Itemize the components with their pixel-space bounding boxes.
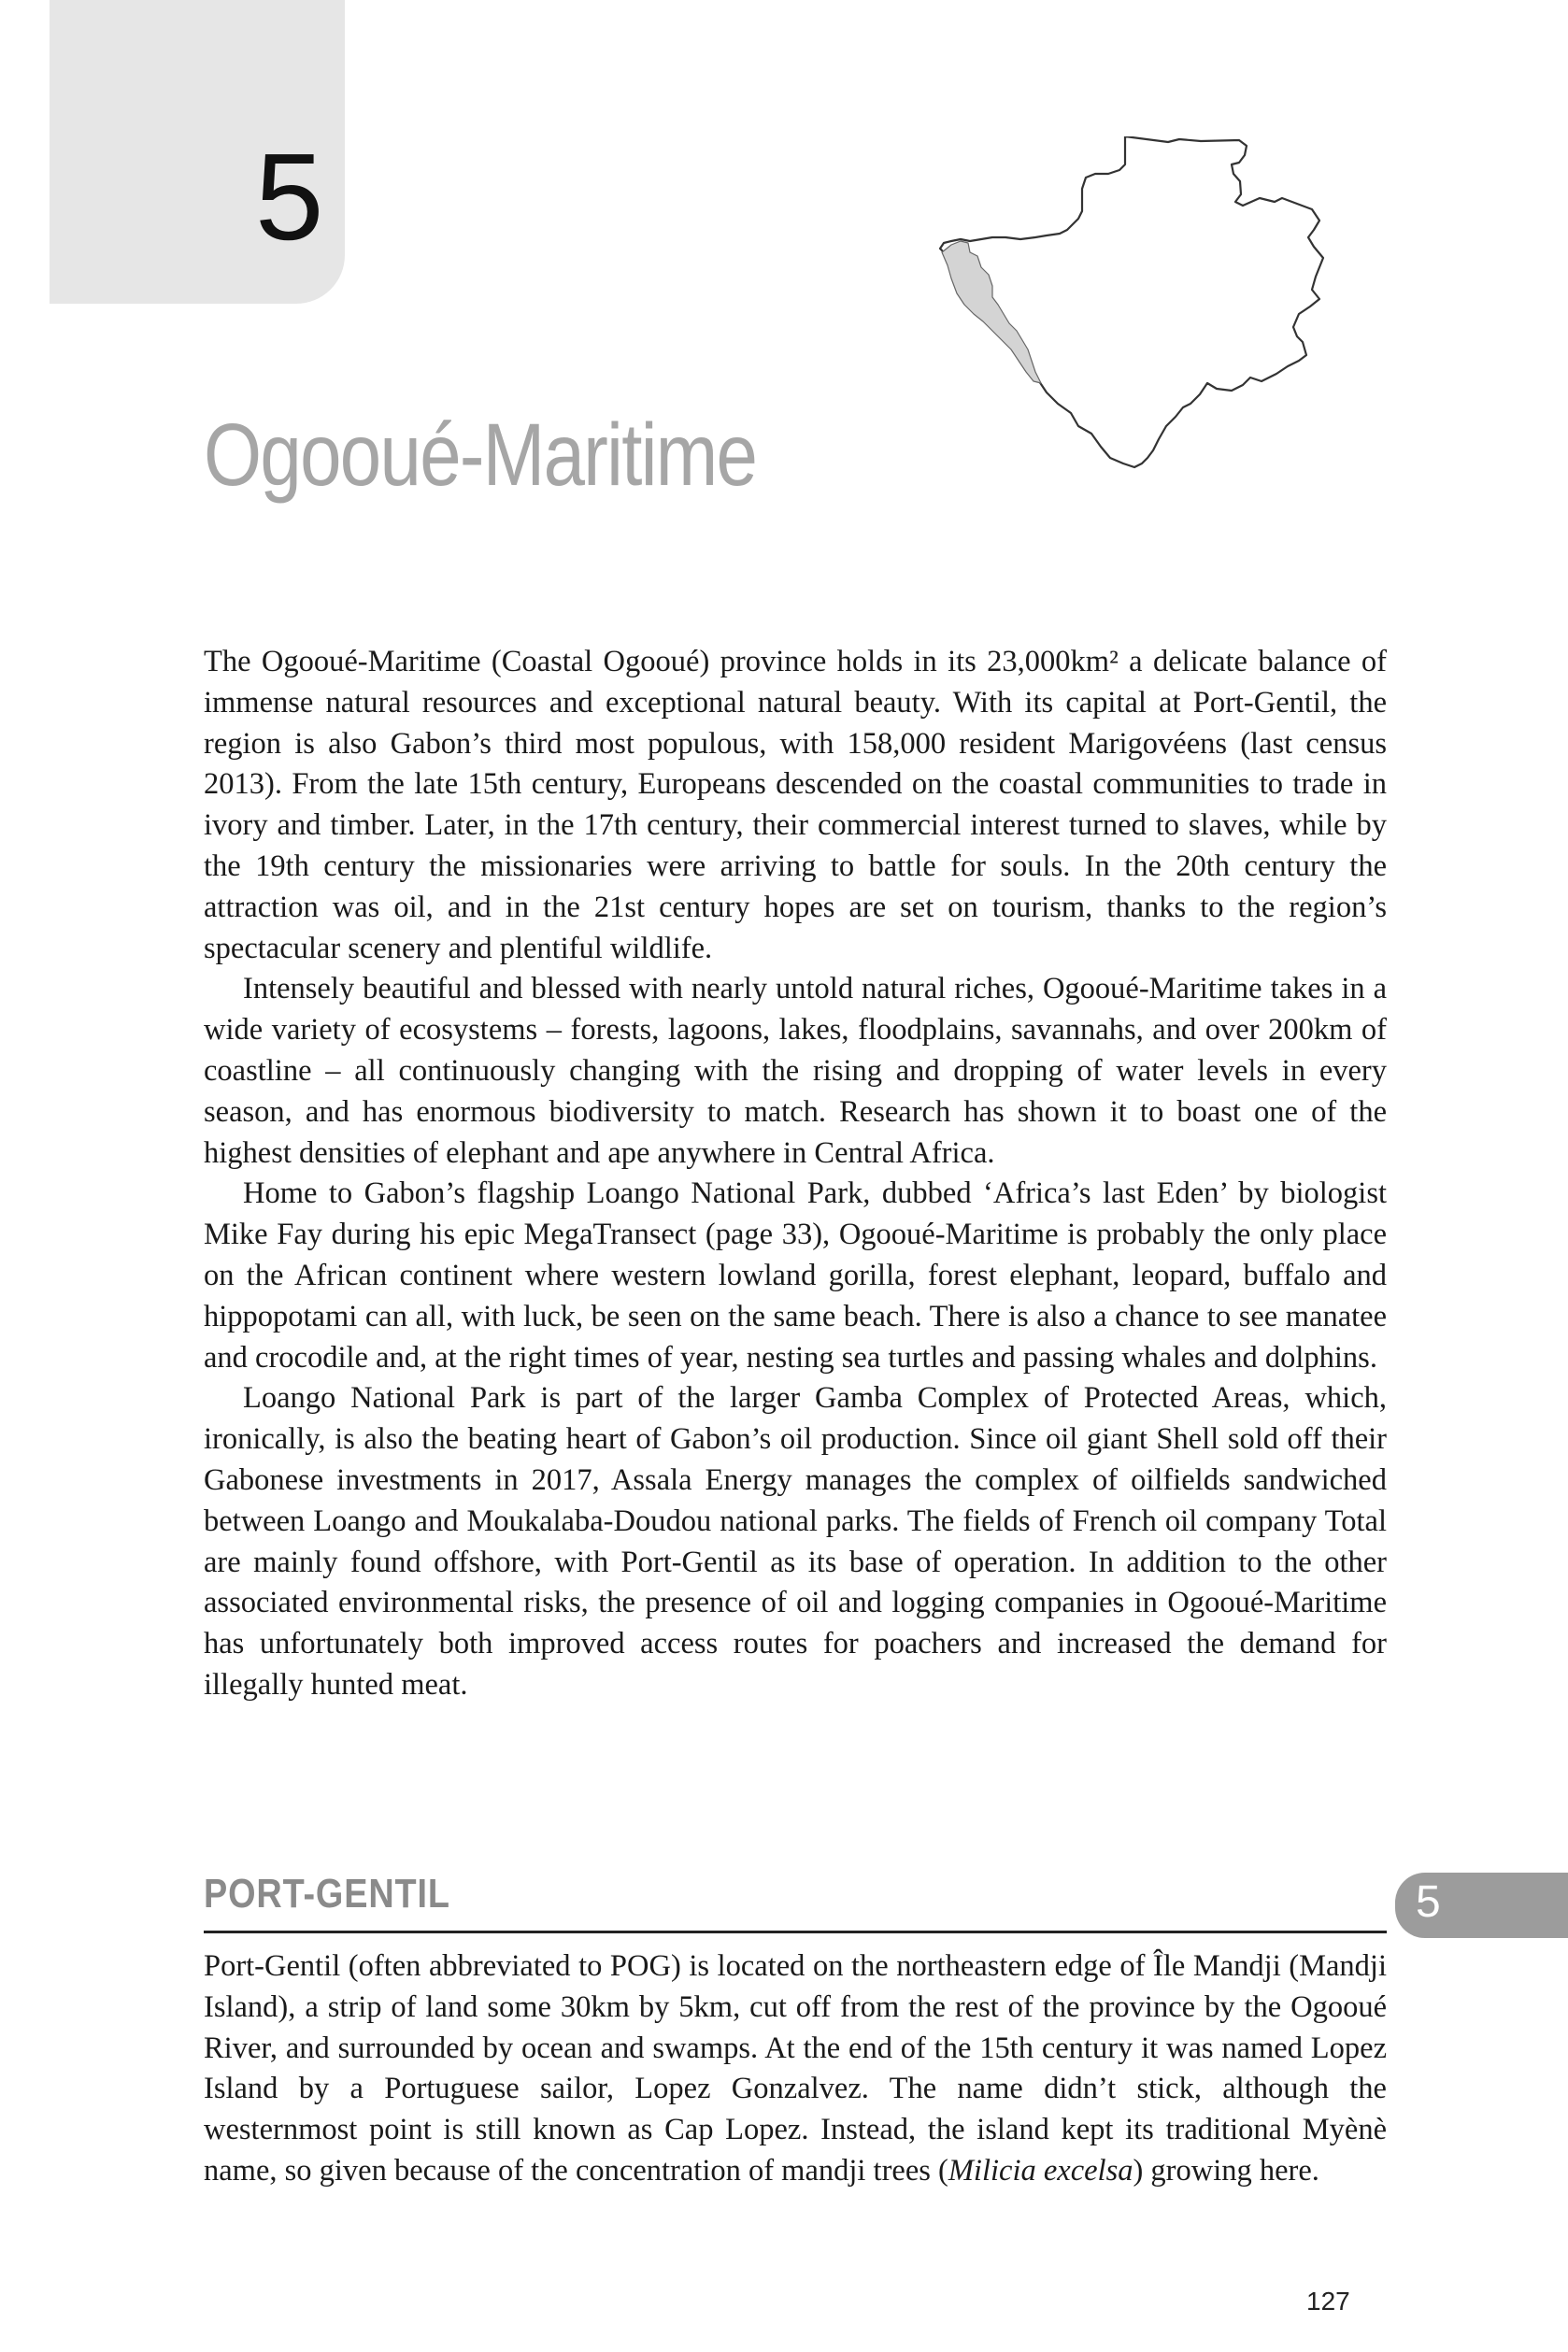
chapter-tab [50,0,345,304]
gabon-outline [940,136,1323,467]
intro-paragraph: Home to Gabon’s flagship Loango National Park, dubbed ‘Africa’s last Eden’ by biologist Mike Fay during his epic MegaTransect (page 33), Ogooué-Maritime is probably the only place on the African continent where western lowland gorilla, forest elephant, leopard, buffalo and hippopotami can all, with luck, be seen on the same beach. There is also a chance to see manatee and crocodile and, at the right times of year, nesting sea turtles and passing whales and dolphins. [204,1176,1387,1375]
thumb-tab-number: 5 [1416,1877,1441,1927]
intro-body [204,642,1387,1706]
ogooue-maritime-region [942,241,1041,383]
page-number: 127 [1306,2287,1350,2316]
gabon-province-map-icon [936,136,1371,591]
section-text-part: ) growing here. [1133,2153,1319,2188]
chapter-thumb-tab [1395,1873,1568,1938]
chapter-title: Ogooué-Maritime [204,406,757,505]
intro-paragraph: Intensely beautiful and blessed with nearly untold natural riches, Ogooué-Maritime takes in a wide variety of ecosystems – forests, lagoons, lakes, floodplains, savannahs, and over 200km of coastline – all continuously changing with the rising and dropping of water levels in every season, and has enormous biodiversity to match. Research has shown it to boast one of the highest densities of elephant and ape anywhere in Central Africa. [204,972,1387,1170]
section-heading: PORT-GENTIL [204,1871,450,1917]
chapter-number: 5 [255,128,324,265]
intro-paragraph: Loango National Park is part of the larger Gamba Complex of Protected Areas, which, ironically, is also the beating heart of Gabon’s oil production. Since oil giant Shell sold off their Gabonese investments in 2017, Assala Energy manages the complex of oilfields sandwiched between Loango and Moukalaba-Doudou national parks. The fields of French oil company Total are mainly found offshore, with Port-Gentil as its base of operation. In addition to the other associated environmental risks, the presence of oil and logging companies in Ogooué-Maritime has unfortunately both improved access routes for poachers and increased the demand for illegally hunted meat. [204,1381,1387,1702]
section-paragraph [204,1946,1387,2192]
section-text-part: Port-Gentil (often abbreviated to POG) is located on the northeastern edge of Île Mandji (Mandji Island), a strip of land some 30km by 5km, cut off from the rest of the province by the Ogooué River, and surrounded by ocean and swamps. At the end of the 15th century it was named Lopez Island by a Portuguese sailor, Lopez Gonzalvez. The name didn’t stick, although the westernmost point is still known as Cap Lopez. Instead, the island kept its traditional Myènè name, so given because of the concentration of mandji trees ( [204,1949,1387,2188]
section-header [204,1872,1387,1917]
section-rule [204,1931,1387,1933]
species-name: Milicia excelsa [948,2153,1133,2188]
intro-paragraph: The Ogooué-Maritime (Coastal Ogooué) province holds in its 23,000km² a delicate balance of immense natural resources and exceptional natural beauty. With its capital at Port-Gentil, the region is also Gabon’s third most populous, with 158,000 resident Marigovéens (last census 2013). From the late 15th century, Europeans descended on the coastal communities to trade in ivory and timber. Later, in the 17th century, their commercial interest turned to slaves, while by the 19th century the missionaries were arriving to battle for souls. In the 20th century the attraction was oil, and in the 21st century hopes are set on tourism, thanks to the region’s spectacular scenery and plentiful wildlife. [204,645,1387,965]
